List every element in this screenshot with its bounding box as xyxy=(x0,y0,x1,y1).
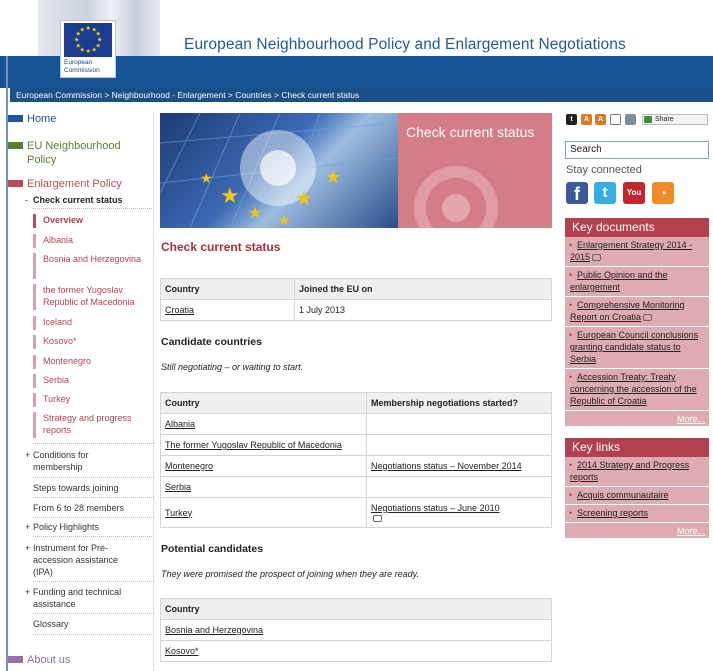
breadcrumb-separator: > xyxy=(271,90,282,100)
key-links-box xyxy=(565,438,709,538)
nav-country-label: Overview xyxy=(43,215,84,225)
nav-tick xyxy=(33,214,36,228)
nav-country-label: Bosnia and Herzegovina xyxy=(43,254,142,264)
nav-country-label: Iceland xyxy=(43,317,73,327)
candidates-table xyxy=(160,392,552,528)
column-header: Country xyxy=(161,599,552,620)
table-header-row xyxy=(161,599,552,620)
table-row xyxy=(161,620,552,641)
nav-glossary-label: Glossary xyxy=(33,619,69,629)
nav-divider xyxy=(33,208,154,209)
nav-tick xyxy=(33,393,36,407)
nav-home[interactable] xyxy=(8,110,156,132)
key-link-item[interactable] xyxy=(565,505,709,523)
country-link[interactable]: Bosnia and Herzegovina xyxy=(165,625,264,635)
country-link[interactable]: Serbia xyxy=(165,482,192,492)
column-header: Country xyxy=(161,279,295,300)
nav-policy-highlights[interactable] xyxy=(8,521,156,535)
bullet-icon: • xyxy=(569,240,573,250)
nav-country-label: Strategy and progress reports xyxy=(43,413,132,435)
country-cell xyxy=(161,477,367,498)
section-heading-candidates: Candidate countries xyxy=(161,336,262,348)
collapse-dash: - xyxy=(25,195,28,205)
youtube-icon[interactable]: You xyxy=(623,182,645,204)
key-document-link[interactable]: European Council conclusions granting candidate status to Serbia xyxy=(570,330,699,364)
hero-title: Check current status xyxy=(406,124,535,140)
breadcrumb-item-current: Check current status xyxy=(281,90,360,100)
key-links-title: Key links xyxy=(565,438,709,457)
nav-country-overview[interactable] xyxy=(33,214,154,228)
expand-plus: + xyxy=(25,543,31,553)
country-cell xyxy=(161,414,367,435)
nav-divider xyxy=(33,536,154,537)
nav-glossary[interactable] xyxy=(8,618,156,632)
logo-text xyxy=(64,59,100,75)
table-row xyxy=(161,477,552,498)
twitter-icon[interactable]: t xyxy=(594,182,616,204)
key-link[interactable]: Screening reports xyxy=(577,508,649,518)
nav-6-to-28[interactable] xyxy=(8,502,156,516)
country-link[interactable]: Croatia xyxy=(165,305,195,315)
nav-color-bar xyxy=(8,180,23,187)
nav-tick xyxy=(33,374,36,388)
share-button[interactable] xyxy=(642,114,708,125)
print-icon[interactable] xyxy=(625,114,636,125)
status-link[interactable]: Negotiations status – November 2014 xyxy=(371,461,522,471)
nav-color-bar xyxy=(8,115,23,122)
table-row xyxy=(161,300,552,321)
nav-tick xyxy=(33,253,36,279)
status-cell xyxy=(367,414,552,435)
nav-policy-highlights-label: Policy Highlights xyxy=(33,522,100,532)
column-header: Joined the EU on xyxy=(295,279,552,300)
key-documents-more-link[interactable]: More... xyxy=(676,414,705,424)
table-header-row xyxy=(161,279,552,300)
bullet-icon: • xyxy=(569,270,573,280)
nav-color-bar xyxy=(8,656,23,663)
member-table xyxy=(160,278,552,321)
nav-country-label: Montenegro xyxy=(43,356,92,366)
nav-divider xyxy=(33,477,154,478)
bullet-icon: • xyxy=(569,490,573,500)
nav-check-status-label: Check current status xyxy=(33,195,123,205)
bullet-icon: • xyxy=(569,508,573,518)
nav-divider xyxy=(33,497,154,498)
table-header-row xyxy=(161,393,552,414)
stay-connected-label: Stay connected xyxy=(566,164,642,176)
nav-ipa[interactable] xyxy=(8,542,156,580)
breadcrumb-separator: > xyxy=(101,90,112,100)
key-document-link[interactable]: Comprehensive Monitoring Report on Croatia xyxy=(570,300,685,322)
font-small-icon[interactable]: A xyxy=(581,114,592,125)
svg-text:★: ★ xyxy=(220,184,240,209)
nav-country-serbia[interactable] xyxy=(33,374,154,388)
column-header: Membership negotiations started? xyxy=(367,393,552,414)
table-row xyxy=(161,498,552,528)
country-link[interactable]: Albania xyxy=(165,419,196,429)
eu-flag-icon xyxy=(64,23,112,57)
nav-country-bosnia[interactable] xyxy=(33,253,154,279)
table-row xyxy=(161,414,552,435)
svg-text:★: ★ xyxy=(295,186,313,210)
nav-country-label: Serbia xyxy=(43,375,70,385)
svg-text:★: ★ xyxy=(85,48,91,55)
nav-about-us-label: About us xyxy=(27,654,71,666)
key-link[interactable]: 2014 Strategy and Progress reports xyxy=(570,460,690,482)
key-document-item[interactable] xyxy=(565,327,709,369)
status-cell xyxy=(367,456,552,477)
country-link[interactable]: Montenegro xyxy=(165,461,214,471)
nav-country-albania[interactable] xyxy=(33,234,154,248)
nav-tick xyxy=(33,335,36,349)
nav-country-label: Turkey xyxy=(43,394,71,404)
key-document-link[interactable]: Accession Treaty: Treaty concerning the accession of the Republic of Croatia xyxy=(570,372,697,406)
nav-divider xyxy=(33,613,154,614)
nav-about-us[interactable] xyxy=(8,651,156,671)
nav-check-status[interactable] xyxy=(8,194,156,208)
page-title: Check current status xyxy=(161,240,281,254)
nav-country-label: Kosovo* xyxy=(43,336,77,346)
key-link[interactable]: Acquis communautaire xyxy=(577,490,669,500)
nav-country-iceland[interactable] xyxy=(33,316,154,330)
table-row xyxy=(161,435,552,456)
nav-6-to-28-label: From 6 to 28 members xyxy=(33,503,125,513)
column-separator xyxy=(153,112,154,671)
svg-text:★: ★ xyxy=(74,36,80,44)
nav-home-label: Home xyxy=(27,113,57,125)
key-document-item[interactable] xyxy=(565,297,709,327)
country-cell xyxy=(161,435,367,456)
nav-country-montenegro[interactable] xyxy=(33,355,154,369)
comment-icon[interactable] xyxy=(643,314,652,321)
nav-ipa-label: Instrument for Pre-accession assistance (IPA) xyxy=(33,543,119,577)
svg-text:★: ★ xyxy=(95,42,101,50)
nav-tick xyxy=(33,234,36,248)
section-intro-candidates: Still negotiating – or waiting to start. xyxy=(161,362,304,372)
svg-text:★: ★ xyxy=(200,171,213,187)
nav-divider xyxy=(33,517,154,518)
key-document-link[interactable]: Public Opinion and the enlargement xyxy=(570,270,668,292)
bullet-icon: • xyxy=(569,300,573,310)
comment-icon[interactable] xyxy=(592,254,601,261)
svg-text:★: ★ xyxy=(325,167,342,188)
nav-country-fyrom[interactable] xyxy=(33,284,154,310)
svg-text:★: ★ xyxy=(79,46,85,54)
nav-strategy-reports[interactable] xyxy=(33,412,154,438)
nav-country-kosovo[interactable] xyxy=(33,335,154,349)
breadcrumb-item[interactable]: Countries xyxy=(235,90,272,100)
svg-text:★: ★ xyxy=(75,42,81,50)
key-document-link[interactable]: Enlargement Strategy 2014 - 2015 xyxy=(570,240,693,262)
breadcrumb xyxy=(10,88,713,102)
comment-icon[interactable] xyxy=(373,515,382,522)
nav-funding[interactable] xyxy=(8,586,156,612)
logo-text-line: Commission xyxy=(64,67,100,74)
country-cell xyxy=(161,300,295,321)
country-link[interactable]: Kosovo* xyxy=(165,646,199,656)
email-icon[interactable] xyxy=(610,114,621,125)
nav-eu-neighbourhood-label: EU Neighbourhood Policy xyxy=(27,140,121,166)
status-cell xyxy=(367,477,552,498)
facebook-icon[interactable]: f xyxy=(566,182,588,204)
table-row xyxy=(161,641,552,662)
share-icon xyxy=(644,116,652,123)
bullet-icon: • xyxy=(569,460,573,470)
svg-text:★: ★ xyxy=(97,36,103,44)
nav-divider xyxy=(33,581,154,582)
nav-enlargement-label: Enlargement Policy xyxy=(27,178,122,190)
nav-color-bar xyxy=(8,142,23,149)
status-cell xyxy=(367,498,552,528)
svg-text:★: ★ xyxy=(248,203,263,222)
nav-tick xyxy=(33,284,36,310)
column-header: Country xyxy=(161,393,367,414)
nav-divider xyxy=(33,634,154,635)
svg-text:★: ★ xyxy=(75,30,81,38)
nav-tick xyxy=(33,316,36,330)
hero-image xyxy=(160,113,398,228)
nav-conditions[interactable] xyxy=(8,449,156,475)
svg-text:★: ★ xyxy=(91,46,97,54)
bullet-icon: • xyxy=(569,372,573,382)
nav-country-label: the former Yugoslav Republic of Macedonia xyxy=(43,285,135,307)
key-documents-title: Key documents xyxy=(565,218,709,237)
expand-plus: + xyxy=(25,450,31,460)
european-commission-logo[interactable] xyxy=(60,20,116,78)
nav-funding-label: Funding and technical assistance xyxy=(33,587,122,609)
svg-text:★: ★ xyxy=(91,26,97,34)
key-link-item[interactable] xyxy=(565,487,709,505)
nav-country-label: Albania xyxy=(43,235,74,245)
logo-text-line: European xyxy=(64,59,93,66)
status-link[interactable]: Negotiations status – June 2010 xyxy=(371,502,500,513)
breadcrumb-item[interactable]: Neighbourhood - Enlargement xyxy=(111,90,226,100)
key-links-more-link[interactable]: More... xyxy=(676,526,705,536)
breadcrumb-separator: > xyxy=(225,90,236,100)
country-cell xyxy=(161,641,552,662)
site-title[interactable]: European Neighbourhood Policy and Enlargement Negotiations xyxy=(184,36,626,53)
date-cell: 1 July 2013 xyxy=(295,300,552,321)
expand-plus: + xyxy=(25,587,31,597)
status-cell xyxy=(367,435,552,456)
key-documents-box xyxy=(565,218,709,426)
key-document-item[interactable] xyxy=(565,267,709,297)
country-link[interactable]: Turkey xyxy=(165,507,193,518)
key-document-item[interactable] xyxy=(565,369,709,411)
nav-eu-neighbourhood[interactable] xyxy=(8,137,156,167)
expand-plus: + xyxy=(25,522,31,532)
breadcrumb-item[interactable]: European Commission xyxy=(16,90,102,100)
hero-panel xyxy=(398,113,552,228)
svg-text:★: ★ xyxy=(278,213,291,228)
country-link[interactable]: The former Yugoslav Republic of Macedonia xyxy=(165,440,342,450)
rss-icon[interactable]: ◔ xyxy=(652,182,674,204)
search-input[interactable]: Search xyxy=(565,141,709,159)
nav-divider xyxy=(33,443,154,444)
table-row xyxy=(161,456,552,477)
nav-steps[interactable] xyxy=(8,482,156,496)
nav-conditions-label: Conditions for membership xyxy=(33,450,89,472)
svg-text:★: ★ xyxy=(79,26,85,34)
font-large-icon[interactable]: A xyxy=(595,114,606,125)
share-label: Share xyxy=(655,116,674,123)
country-cell xyxy=(161,498,367,528)
svg-text:★: ★ xyxy=(95,30,101,38)
svg-text:★: ★ xyxy=(85,25,91,32)
section-intro-potential: They were promised the prospect of joining when they are ready. xyxy=(161,569,419,579)
key-document-item[interactable] xyxy=(565,237,709,267)
key-link-item[interactable] xyxy=(565,457,709,487)
nav-tick xyxy=(33,412,36,438)
country-cell xyxy=(161,620,552,641)
text-size-icon[interactable]: t xyxy=(566,114,577,125)
section-heading-potential: Potential candidates xyxy=(161,543,264,555)
nav-country-turkey[interactable] xyxy=(33,393,154,407)
nav-steps-label: Steps towards joining xyxy=(33,483,119,493)
nav-tick xyxy=(33,355,36,369)
country-cell xyxy=(161,456,367,477)
bullet-icon: • xyxy=(569,330,573,340)
potential-table xyxy=(160,598,552,662)
